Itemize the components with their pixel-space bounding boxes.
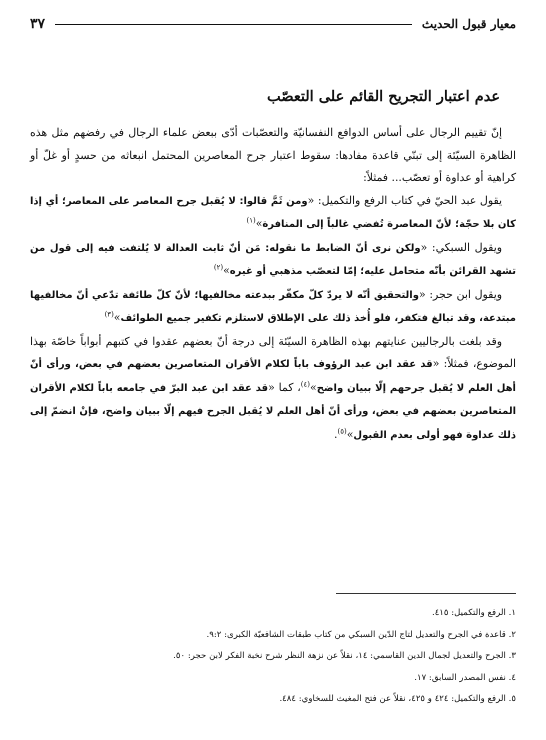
footnote-separator bbox=[336, 593, 516, 594]
quotation: قد عقد ابن عبد الرؤوف باباً لكلام الأقران المتعاصرين بعضهم في بعض، ورأى أنّ أهل العلم لا يُقبل جرحهم إلّا ببيان واضح bbox=[30, 359, 516, 394]
footnote-ref[interactable]: (٥) bbox=[337, 426, 347, 435]
page-header bbox=[30, 14, 516, 34]
running-title: معيار قبول الحديث bbox=[421, 17, 516, 31]
body-text bbox=[30, 122, 516, 447]
footnote-item: ٣. الجرح والتعديل لجمال الدين القاسمي: ١٤، نقلاً عن نزهة النظر شرح نخبة الفكر لابن حجر: ٥٠. bbox=[173, 651, 516, 661]
quote-close: » bbox=[346, 427, 354, 441]
footnote-item: ١. الرفع والتكميل: ٤١٥. bbox=[431, 608, 516, 618]
quotation: ولكن نرى أنّ الضابط ما نقوله: مَن أنّ ثابت العدالة لا يُلتفت فيه إلى قول من تشهد القرائن بأنّه متحامل عليه؛ إمّا لتعصّب مذهبي أو غيره bbox=[30, 242, 516, 277]
quote-close: » bbox=[223, 264, 230, 277]
paragraph-rijal-chapters bbox=[30, 331, 516, 448]
quote-close: » bbox=[255, 217, 263, 230]
page-number: ٣٧ bbox=[30, 16, 46, 32]
paragraph-end: . bbox=[334, 427, 338, 441]
quotation: والتحقيق أنّه لا يردّ كلّ مكفّر ببدعته مخالفيها؛ لأنّ كلّ طائفة تدّعي أنّ مخالفيها مبتدعة، وقد تبالغ فتكفر، فلو أُخذ ذلك على الإطلاق لاستلزم تكفير جميع الطوائف bbox=[30, 289, 516, 324]
paragraph-text: ويقول ابن حجر: « bbox=[418, 287, 502, 301]
paragraph-subki bbox=[30, 237, 516, 284]
paragraph-ibn-hajar bbox=[30, 284, 516, 331]
footnote-ref[interactable]: (٤) bbox=[300, 379, 311, 388]
footnote-item: ٥. الرفع والتكميل: ٤٢٤ و ٤٢٥، نقلاً عن فتح المغيث للسخاوي: ٤٨٤. bbox=[279, 694, 516, 704]
paragraph-text: ، كما « bbox=[268, 380, 301, 394]
quote-close: » bbox=[310, 380, 317, 394]
footnote-item: ٢. قاعدة في الجرح والتعديل لتاج الدّين السبكي من كتاب طبقات الشافعيّة الكبرى: ٩:٢. bbox=[206, 629, 516, 640]
quote-close: » bbox=[113, 311, 121, 324]
paragraph-text: وقد بلغت بالرجاليين عنايتهم بهذه الظاهرة السيّئة إلى درجة أنّ بعضهم عقدوا في كتبهم أبواباً خاصّة بهذا الموضوع، فمثلاً: « bbox=[30, 334, 516, 370]
header-rule bbox=[55, 24, 412, 25]
footnote-ref[interactable]: (٢) bbox=[213, 263, 224, 272]
paragraph-abdulhay bbox=[30, 190, 516, 237]
footnote-ref[interactable]: (٣) bbox=[104, 310, 114, 319]
paragraph-text: يقول عبد الحيّ في كتاب الرفع والتكميل: « bbox=[307, 193, 502, 207]
paragraph-text: ويقول السبكي: « bbox=[420, 240, 502, 254]
footnote-item: ٤. نفس المصدر السابق: ١٧. bbox=[414, 672, 516, 683]
footnote-ref[interactable]: (١) bbox=[246, 216, 256, 225]
quotation: قد عقد ابن عبد البرّ في جامعه باباً لكلام الأقران المتعاصرين بعضهم في بعض، ورأى أنّ أهل العلم لا يُقبل الجرح فيهم إلّا ببيان واضح، فإنْ انضمّ إلى ذلك عداوة فهو أولى بعدم القبول bbox=[30, 382, 516, 441]
quotation: ومن ثَمَّ قالوا: لا يُقبل جرح المعاصر على المعاصر؛ أي إذا كان بلا حجّة؛ لأنّ المعاصرة تُفضي غالباً إلى المنافرة bbox=[30, 195, 516, 230]
footnotes bbox=[30, 603, 516, 711]
paragraph-intro bbox=[30, 122, 516, 190]
section-title: عدم اعتبار التجريح القائم على التعصّب bbox=[267, 88, 500, 105]
paragraph-text: إنّ تقييم الرجال على أساس الدوافع النفسانيّة والتعصّبات أدّى ببعض علماء الرجال في رفضهم مثل هذه الظاهرة السيّئة إلى تبنّي قاعدة مفادها: سقوط اعتبار جرح المعاصرين المحتمل انبعاثه من حسدٍ أو غلّ أو كراهية أو عداوة أو تعصّب... فمثلاً: bbox=[30, 126, 516, 184]
